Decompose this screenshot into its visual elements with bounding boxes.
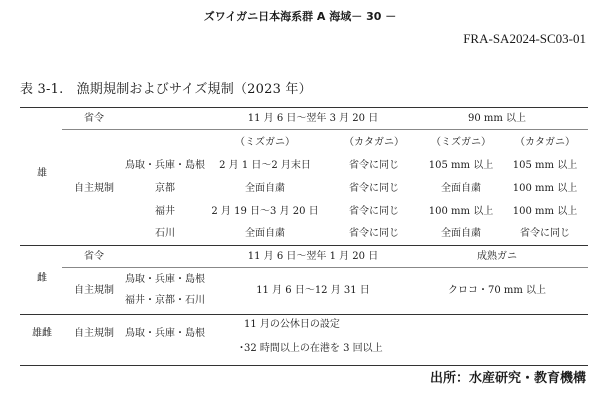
ordinance-season: 11 月 6 日～翌年 3 月 20 日: [247, 113, 379, 124]
table-bottom-rule: [20, 365, 588, 366]
running-title: ズワイガニ日本海系群 A 海域－ 30 －: [203, 10, 397, 23]
size-katagani-cell: 省令に同じ: [520, 228, 570, 239]
port-stay-rule: ･32 時間以上の在港を 3 回以上: [239, 343, 383, 354]
table-caption: 表 3-1. 漁期規制およびサイズ規制（2023 年）: [20, 82, 312, 97]
header-season-katagani: （カタガニ）: [344, 137, 404, 148]
row-divider: [62, 267, 588, 268]
ordinance-size: 成熟ガニ: [477, 251, 517, 262]
sex-label-female: 雌: [37, 273, 47, 284]
season-katagani-cell: 省令に同じ: [349, 206, 399, 217]
header-size-katagani: （カタガニ）: [515, 137, 575, 148]
region-cell: 石川: [155, 228, 175, 239]
size-mizugani-cell: 105 mm 以上: [428, 160, 494, 171]
source-note: 出所：水産研究・教育機構: [429, 371, 586, 386]
ordinance-label: 省令: [84, 113, 104, 124]
size-katagani-cell: 100 mm 以上: [512, 183, 578, 194]
season-katagani-cell: 省令に同じ: [349, 183, 399, 194]
header-season-mizugani: （ミズガニ）: [235, 137, 295, 148]
table-top-rule: [20, 107, 588, 108]
season-mizugani-cell: 2 月 19 日～3 月 20 日: [211, 206, 319, 217]
region-cell: 鳥取・兵庫・島根: [125, 328, 205, 339]
ordinance-size: 90 mm 以上: [467, 113, 527, 124]
size-mizugani-cell: 全面自粛: [441, 183, 481, 194]
region-cell: 京都: [155, 183, 175, 194]
season-mizugani-cell: 全面自粛: [245, 183, 285, 194]
region-cell: 福井・京都・石川: [125, 295, 205, 306]
region-cell: 鳥取・兵庫・島根: [125, 160, 205, 171]
season-mizugani-cell: 2 月 1 日～2 月末日: [219, 160, 311, 171]
sex-label-both: 雄雌: [32, 328, 52, 339]
size-mizugani-cell: 全面自粛: [441, 228, 481, 239]
size-mizugani-cell: 100 mm 以上: [428, 206, 494, 217]
section-rule: [20, 314, 588, 315]
region-cell: 鳥取・兵庫・島根: [125, 274, 205, 285]
rest-day-rule: 11 月の公休日の設定: [244, 319, 340, 330]
size-katagani-cell: 100 mm 以上: [512, 206, 578, 217]
document-id: FRA-SA2024-SC03-01: [463, 31, 586, 46]
sex-label-male: 雄: [37, 168, 47, 179]
row-divider: [62, 129, 588, 130]
ordinance-label: 省令: [84, 251, 104, 262]
ordinance-season: 11 月 6 日～翌年 1 月 20 日: [247, 251, 379, 262]
season-katagani-cell: 省令に同じ: [349, 160, 399, 171]
voluntary-season: 11 月 6 日～12 月 31 日: [256, 285, 370, 296]
header-size-mizugani: （ミズガニ）: [431, 137, 491, 148]
voluntary-label: 自主規制: [74, 285, 114, 296]
section-rule: [20, 245, 588, 246]
voluntary-label: 自主規制: [74, 328, 114, 339]
season-mizugani-cell: 全面自粛: [245, 228, 285, 239]
voluntary-label: 自主規制: [74, 183, 114, 194]
region-cell: 福井: [155, 206, 175, 217]
size-katagani-cell: 105 mm 以上: [512, 160, 578, 171]
voluntary-size: クロコ・70 mm 以上: [447, 285, 547, 296]
season-katagani-cell: 省令に同じ: [349, 228, 399, 239]
